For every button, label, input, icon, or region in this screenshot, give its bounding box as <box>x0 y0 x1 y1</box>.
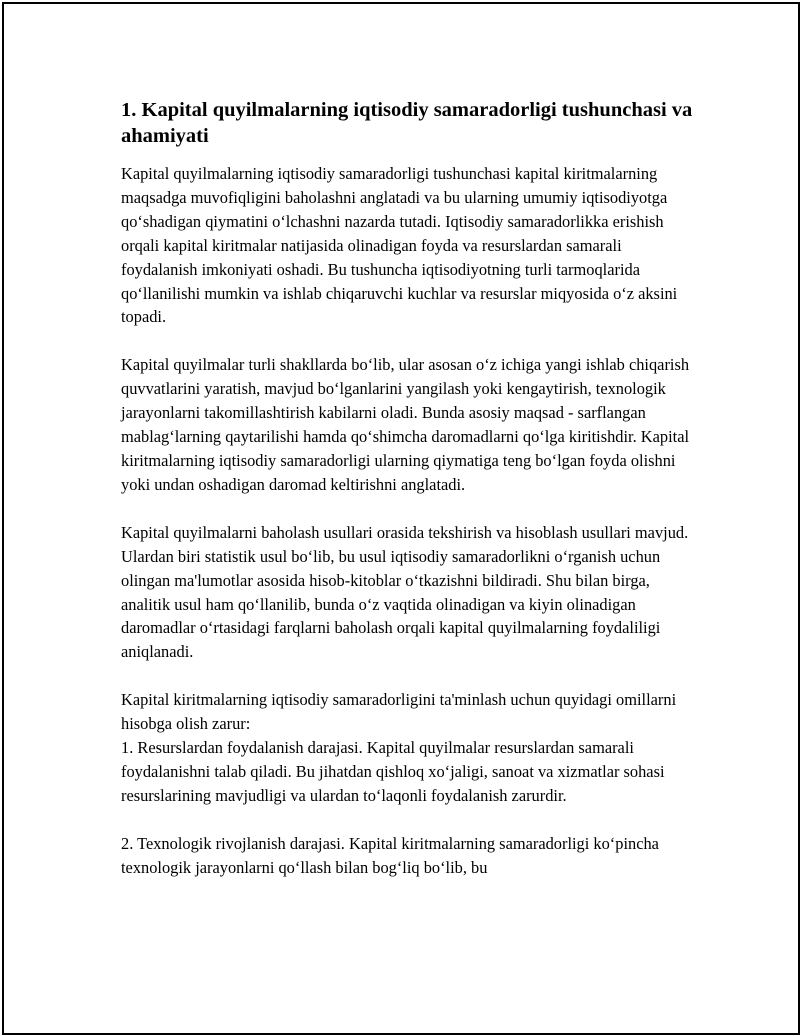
paragraph-2: Kapital quyilmalar turli shakllarda bo‘lib, ular asosan o‘z ichiga yangi ishlab chiqarish quvvatlarini yaratish, mavjud bo‘lganlarini yangilash yoki kengaytirish, texnologik jarayonlarni takomillashtirish kabilarni oladi. Bunda asosiy maqsad - sarflangan mablag‘larning qaytarilishi hamda qo‘shimcha daromadlarni qo‘lga kiritishdir. Kapital kiritmalarning iqtisodiy samaradorligi ularning qiymatiga teng bo‘lgan foyda olishni yoki undan oshadigan daromad keltirishni anglatadi. <box>121 355 690 494</box>
list-item-1: 1. Resurslardan foydalanish darajasi. Kapital quyilmalar resurslardan samarali foydalanishni talab qiladi. Bu jihatdan qishloq xo‘jaligi, sanoat va xizmatlar sohasi resurslarining mavjudligi va ulardan to‘laqonli foydalanish zarurdir. <box>121 738 665 805</box>
paragraph-spacer <box>121 497 695 521</box>
section-title: 1. Kapital quyilmalarning iqtisodiy samaradorligi tushunchasi va ahamiyati <box>121 99 693 147</box>
document-page <box>2 2 800 1035</box>
document-content <box>121 97 695 880</box>
paragraph-3: Kapital quyilmalarni baholash usullari orasida tekshirish va hisoblash usullari mavjud. Ulardan biri statistik usul bo‘lib, bu usul iqtisodiy samaradorlikni o‘rganish uchun olingan ma'lumotlar asosida hisob-kitoblar o‘tkazishni bildiradi. Shu bilan birga, analitik usul ham qo‘llanilib, bunda o‘z vaqtida olinadigan va kiyin olinadigan daromadlar o‘rtasidagi farqlarni baholash orqali kapital quyilmalarning foydaliligi aniqlanadi. <box>121 522 689 662</box>
paragraph-spacer <box>121 808 695 832</box>
paragraph-spacer <box>121 329 695 353</box>
paragraph-4-intro: Kapital kiritmalarning iqtisodiy samaradorligini ta'minlash uchun quyidagi omillarni hisobga olish zarur: <box>121 690 677 734</box>
list-item-2: 2. Texnologik rivojlanish darajasi. Kapital kiritmalarning samaradorligi ko‘pincha texnologik jarayonlarni qo‘llash bilan bog‘liq bo‘lib, bu <box>121 833 659 877</box>
paragraph-spacer <box>121 664 695 688</box>
paragraph-1: Kapital quyilmalarning iqtisodiy samaradorligi tushunchasi kapital kiritmalarning maqsadga muvofiqligini baholashni anglatadi va bu ularning umumiy iqtisodiyotga qo‘shadigan qiymatini o‘lchashni nazarda tutadi. Iqtisodiy samaradorlikka erishish orqali kapital kiritmalar natijasida olinadigan foyda va resurslardan samarali foydalanish imkoniyati oshadi. Bu tushuncha iqtisodiyotning turli tarmoqlarida qo‘llanilishi mumkin va ishlab chiqaruvchi kuchlar va resurslar miqyosida o‘z aksini topadi. <box>121 164 678 327</box>
